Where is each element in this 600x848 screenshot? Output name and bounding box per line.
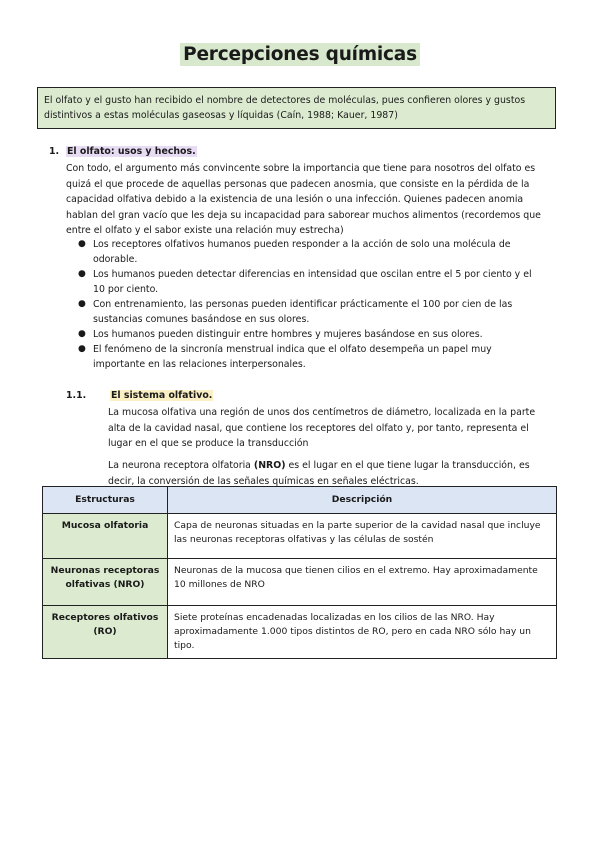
bullet-icon: ● — [78, 269, 86, 279]
bullet-icon: ● — [78, 344, 86, 354]
list-item-text: Los humanos pueden distinguir entre hombres y mujeres basándose en sus olores. — [93, 329, 483, 340]
section-heading-1 — [49, 146, 197, 157]
subsection-title: El sistema olfativo. — [111, 390, 213, 401]
paragraph-text: es el lugar en el que tiene lugar la transducción, es decir, la conversión de las señales químicas en señales eléctricas. — [108, 460, 530, 487]
list-item — [78, 327, 538, 342]
list-item-text: Los receptores olfativos humanos pueden responder a la acción de solo una molécula de odorable. — [93, 239, 511, 265]
paragraph-text: La neurona receptora olfatoria — [108, 460, 254, 471]
list-item — [78, 297, 538, 327]
header-structures: Estructuras — [43, 487, 168, 514]
description-cell: Neuronas de la mucosa que tienen cilios en el extremo. Hay aproximadamente 10 millones de NRO — [168, 559, 557, 606]
facts-list — [78, 237, 538, 372]
list-item-text: El fenómeno de la sincronía menstrual indica que el olfato desempeña un papel muy importante en las relaciones interpersonales. — [93, 344, 492, 370]
section-1-paragraph: Con todo, el argumento más convincente sobre la importancia que tiene para nosotros del olfato es quizá el que procede de aquellas personas que padecen anosmia, que consiste en la pérdida de la capacidad olfativa debido a la existencia de una lesión o una infección. Quienes padecen anomia hablan del gran vacío que les deja su incapacidad para saborear muchos alimentos (recordemos que entre el olfato y el sabor existe una relación muy estrecha) — [66, 163, 541, 236]
table-header-row — [43, 487, 557, 514]
section-heading-1-1 — [66, 390, 213, 401]
section-number: 1. — [49, 146, 60, 157]
description-cell: Siete proteínas encadenadas localizadas en los cilios de las NRO. Hay aproximadamente 1.000 tipos distintos de RO, pero en cada NRO sólo hay un tipo. — [168, 606, 557, 659]
subsection-paragraph-1: La mucosa olfativa una región de unos dos centímetros de diámetro, localizada en la parte alta de la cavidad nasal, que contiene los receptores del olfato y, por tanto, representa el lugar en el que se produce la transducción — [108, 407, 536, 449]
table-row — [43, 559, 557, 606]
title-text: Percepciones químicas — [180, 43, 420, 66]
header-description: Descripción — [168, 487, 557, 514]
bullet-icon: ● — [78, 329, 86, 339]
subsection-number: 1.1. — [66, 390, 87, 401]
structure-cell: Mucosa olfatoria — [43, 514, 168, 559]
bullet-icon: ● — [78, 239, 86, 249]
structures-table — [42, 486, 557, 659]
structure-cell: Neuronas receptoras olfativas (NRO) — [43, 559, 168, 606]
section-title: El olfato: usos y hechos. — [67, 146, 196, 157]
description-cell: Capa de neuronas situadas en la parte superior de la cavidad nasal que incluye las neuronas receptoras olfativas y las células de sostén — [168, 514, 557, 559]
list-item — [78, 237, 538, 267]
structure-cell: Receptores olfativos (RO) — [43, 606, 168, 659]
list-item — [78, 342, 538, 372]
bullet-icon: ● — [78, 299, 86, 309]
list-item — [78, 267, 538, 297]
page-title — [0, 44, 600, 65]
nro-abbreviation: (NRO) — [253, 460, 286, 471]
list-item-text: Con entrenamiento, las personas pueden identificar prácticamente el 100 por cien de las sustancias comunes basándose en sus olores. — [93, 299, 513, 325]
intro-box: El olfato y el gusto han recibido el nombre de detectores de moléculas, pues confieren olores y gustos distintivos a estas moléculas gaseosas y líquidas (Caín, 1988; Kauer, 1987) — [37, 87, 556, 129]
list-item-text: Los humanos pueden detectar diferencias en intensidad que oscilan entre el 5 por ciento y el 10 por ciento. — [93, 269, 532, 295]
subsection-paragraph-2 — [108, 458, 538, 489]
table-row — [43, 514, 557, 559]
table-row — [43, 606, 557, 659]
